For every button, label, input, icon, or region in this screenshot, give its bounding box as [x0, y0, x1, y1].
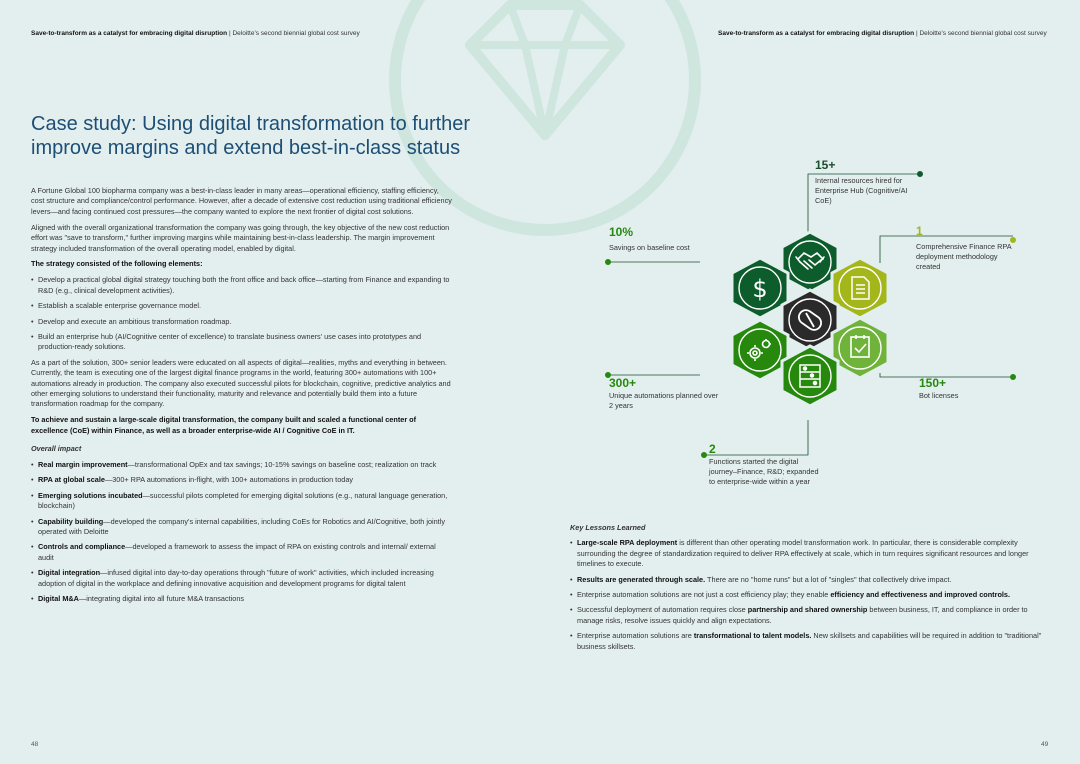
list-item: • Develop a practical global digital strategy touching both the front office and back office—starting from Finance and expanding to R&D (e.g., clinical development activities).: [31, 275, 453, 296]
list-item: • Establish a scalable enterprise governance model.: [31, 301, 453, 311]
hex-abacus: [782, 346, 838, 406]
impact-heading: Overall impact: [31, 444, 82, 454]
list-item: • Controls and compliance—developed a framework to assess the impact of RPA on existing controls and internal/ external audit: [31, 542, 453, 563]
running-header-right: Save-to-transform as a catalyst for embracing digital disruption | Deloitte's second biennial global cost survey: [718, 30, 1047, 37]
stat-functions: 2 Functions started the digital journey–Finance, R&D; expanded to enterprise-wide within a year: [709, 442, 819, 486]
list-item: • Digital integration—infused digital into day-to-day operations through "future of work" activities, which included increasing adoption of digital in the workplace and defining innovative acquisition and development programs for digital talent: [31, 568, 453, 589]
lessons-heading: Key Lessons Learned: [570, 523, 646, 532]
list-item: • Results are generated through scale. There are no "home runs" but a lot of "singles" that collectively drive impact.: [570, 575, 1052, 585]
hex-gears: [732, 320, 788, 380]
stat-automations: 300+ Unique automations planned over 2 years: [609, 376, 719, 410]
page-title: Case study: Using digital transformation to further improve margins and extend best-in-class status: [31, 113, 471, 159]
list-item: • Enterprise automation solutions are transformational to talent models. New skillsets and capabilities will be required in addition to "traditional" business skillsets.: [570, 631, 1052, 652]
running-header-left: Save-to-transform as a catalyst for embracing digital disruption | Deloitte's second biennial global cost survey: [31, 30, 360, 37]
dollar-icon: $: [752, 275, 768, 303]
list-item: • Real margin improvement—transformational OpEx and tax savings; 10-15% savings on baseline cost; realization on track: [31, 460, 453, 470]
lessons-list: [570, 538, 1052, 652]
stat-savings: 10% Savings on baseline cost: [609, 225, 690, 252]
hex-checklist: [832, 318, 888, 378]
list-item: • Digital M&A—integrating digital into all future M&A transactions: [31, 594, 453, 604]
hex-handshake: [782, 232, 838, 292]
intro-paragraph-2: Aligned with the overall organizational transformation the company was going through, the key objective of the new cost reduction effort was "save to transform," further improving margins while maintaining best-in-class leadership. The margin improvement strategy included transformation of the overall operating model, enabled by digital.: [31, 222, 450, 253]
list-item: • Capability building—developed the company's internal capabilities, including CoEs for Robotics and AI/Cognitive, both jointly operated with Deloitte: [31, 517, 453, 538]
hex-document: [832, 258, 888, 318]
list-item: • Emerging solutions incubated—successful pilots completed for emerging digital solutions (e.g., natural language generation, blockchain): [31, 491, 453, 512]
stat-methodology: 1 Comprehensive Finance RPA deployment methodology created: [916, 224, 1012, 271]
list-item: • Large-scale RPA deployment is different than other operating model transformation work. In particular, there is considerable complexity surrounding the degree of standardization required to deliver RPA effectively at scale, which in turn requires significant resources and longer timelines to execute.: [570, 538, 1052, 569]
list-item: • Develop and execute an ambitious transformation roadmap.: [31, 317, 453, 327]
list-item: • Enterprise automation solutions are not just a cost efficiency play; they enable efficiency and effectiveness and improved controls.: [570, 590, 1052, 600]
list-item: • RPA at global scale—300+ RPA automations in-flight, with 100+ automations in production today: [31, 475, 453, 485]
stat-internal-resources: 15+ Internal resources hired for Enterprise Hub (Cognitive/AI CoE): [815, 158, 908, 205]
achieve-paragraph: To achieve and sustain a large-scale digital transformation, the company built and scaled a functional center of excellence (CoE) within Finance, as well as a broader enterprise-wide AI / Cognitive CoE in IT.: [31, 415, 417, 435]
strategy-heading: The strategy consisted of the following elements:: [31, 259, 203, 269]
intro-paragraph-1: A Fortune Global 100 biopharma company was a best-in-class leader in many areas—operational efficiency, staffing efficiency, cost structure and compliance/control performance. However, after a decade of extensive cost reduction using traditional efficiency levers—and facing continued cost pressures—the company wanted to explore the next frontier of digital cost solutions.: [31, 186, 452, 216]
solution-paragraph: As a part of the solution, 300+ senior leaders were educated on all aspects of digital—realities, myths and everything in between. Currently, the team is executing one of the largest digital finance programs in the world, featuring 300+ automations with 100+ automations already in production. The company also executed successful pilots for blockchain, cognitive, predictive analytics and other emerging solutions to understand their functionality, maturity and relevance and potentially build them into a future transformation roadmap for the company.: [31, 357, 451, 409]
page-number-left: 48: [31, 741, 39, 748]
list-item: • Successful deployment of automation requires close partnership and shared ownership between business, IT, and compliance in order to manage risks, resolve issues quickly and align expectations.: [570, 605, 1052, 626]
page-number-right: 49: [1041, 741, 1049, 748]
stat-bot-licenses: 150+ Bot licenses: [919, 376, 959, 400]
hex-pill: [782, 290, 838, 350]
list-item: • Build an enterprise hub (AI/Cognitive center of excellence) to translate business owners' use cases into prototypes and production-ready solutions.: [31, 332, 453, 353]
key-lessons: [570, 523, 1052, 657]
hex-dollar: [732, 258, 788, 318]
